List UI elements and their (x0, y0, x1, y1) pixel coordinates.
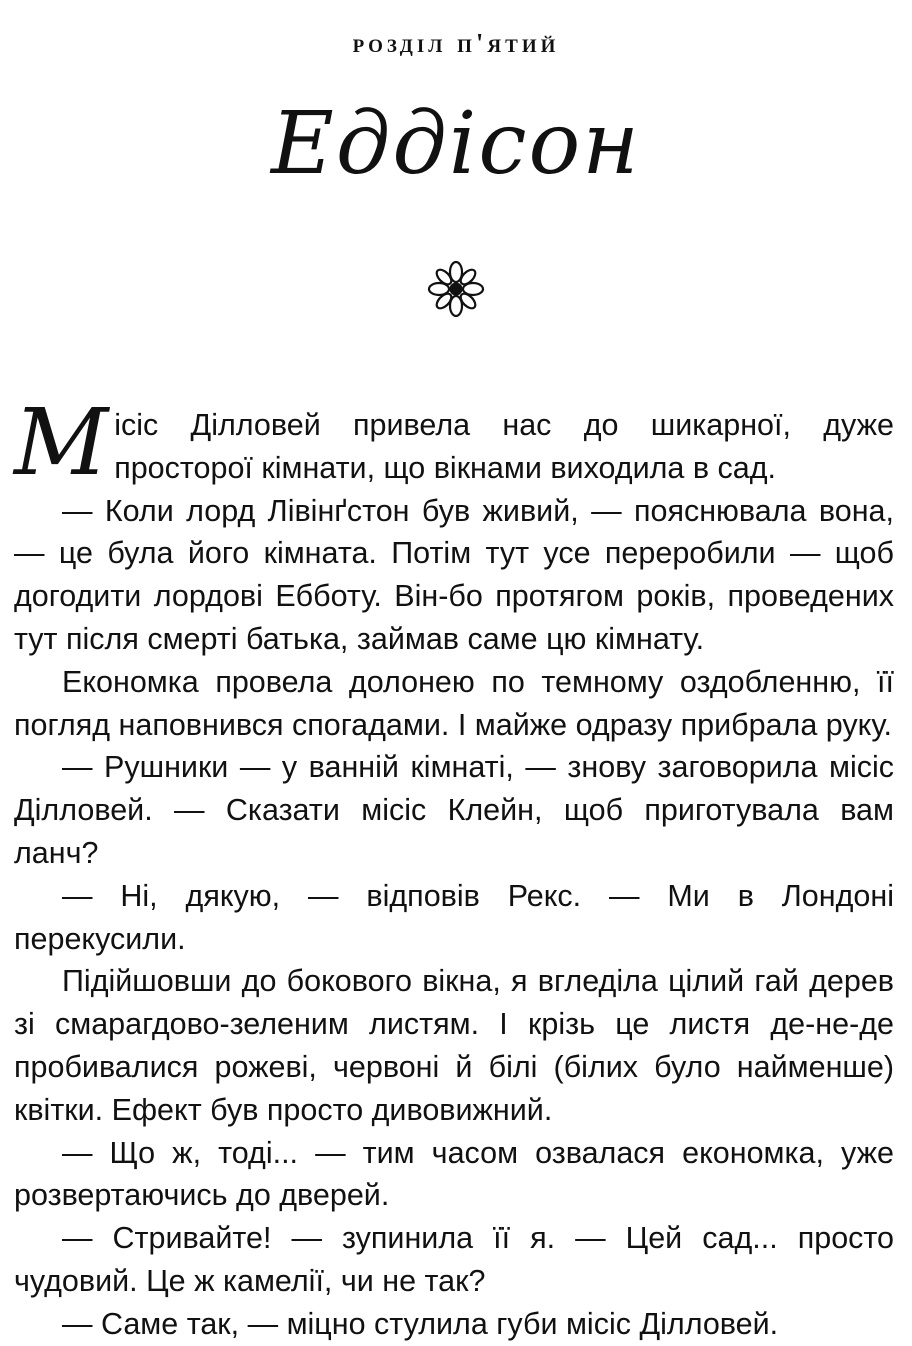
drop-cap: М (14, 389, 109, 496)
paragraph: — Що ж, тоді... — тим часом озвалася економка, уже розвертаючись до дверей. (14, 1135, 894, 1213)
chapter-body (14, 389, 894, 1346)
paragraph-text: ісіс Ділловей привела нас до шикарної, дуже просторої кімнати, що вікнами виходила в сад. (114, 408, 894, 485)
paragraph: Економка провела долонею по темному оздобленню, її погляд наповнився спогадами. І майже одразу прибрала руку. (14, 664, 894, 742)
flower-ornament-icon (425, 258, 487, 320)
chapter-label: розділ п'ятий (352, 28, 560, 58)
paragraph: Підійшовши до бокового вікна, я вгледіла цілий гай дерев зі смарагдово-зеленим листям. І крізь це листя де-не-де пробивалися рожеві, червоні й білі (білих було найменше) квітки. Ефект був просто дивовижний. (14, 964, 894, 1127)
paragraph: — Ні, дякую, — відповів Рекс. — Ми в Лондоні перекусили. (14, 878, 894, 956)
paragraph: — Саме так, — міцно стулила губи місіс Ділловей. (62, 1306, 779, 1341)
paragraph (14, 389, 894, 496)
paragraph: — Коли лорд Лівінґстон був живий, — пояснювала вона, — це була його кімната. Потім тут усе переробили — щоб догодити лордові Ебботу. Він-бо протягом років, проведених тут після смерті батька, займав саме цю кімнату. (14, 493, 894, 656)
paragraph: — Стривайте! — зупинила її я. — Цей сад... просто чудовий. Це ж камелії, чи не так? (14, 1221, 894, 1298)
paragraph: — Рушники — у ванній кімнаті, — знову заговорила місіс Ділловей. — Сказати місіс Клейн, щоб приготувала вам ланч? (14, 750, 894, 870)
chapter-title: Еддісон (271, 94, 641, 194)
